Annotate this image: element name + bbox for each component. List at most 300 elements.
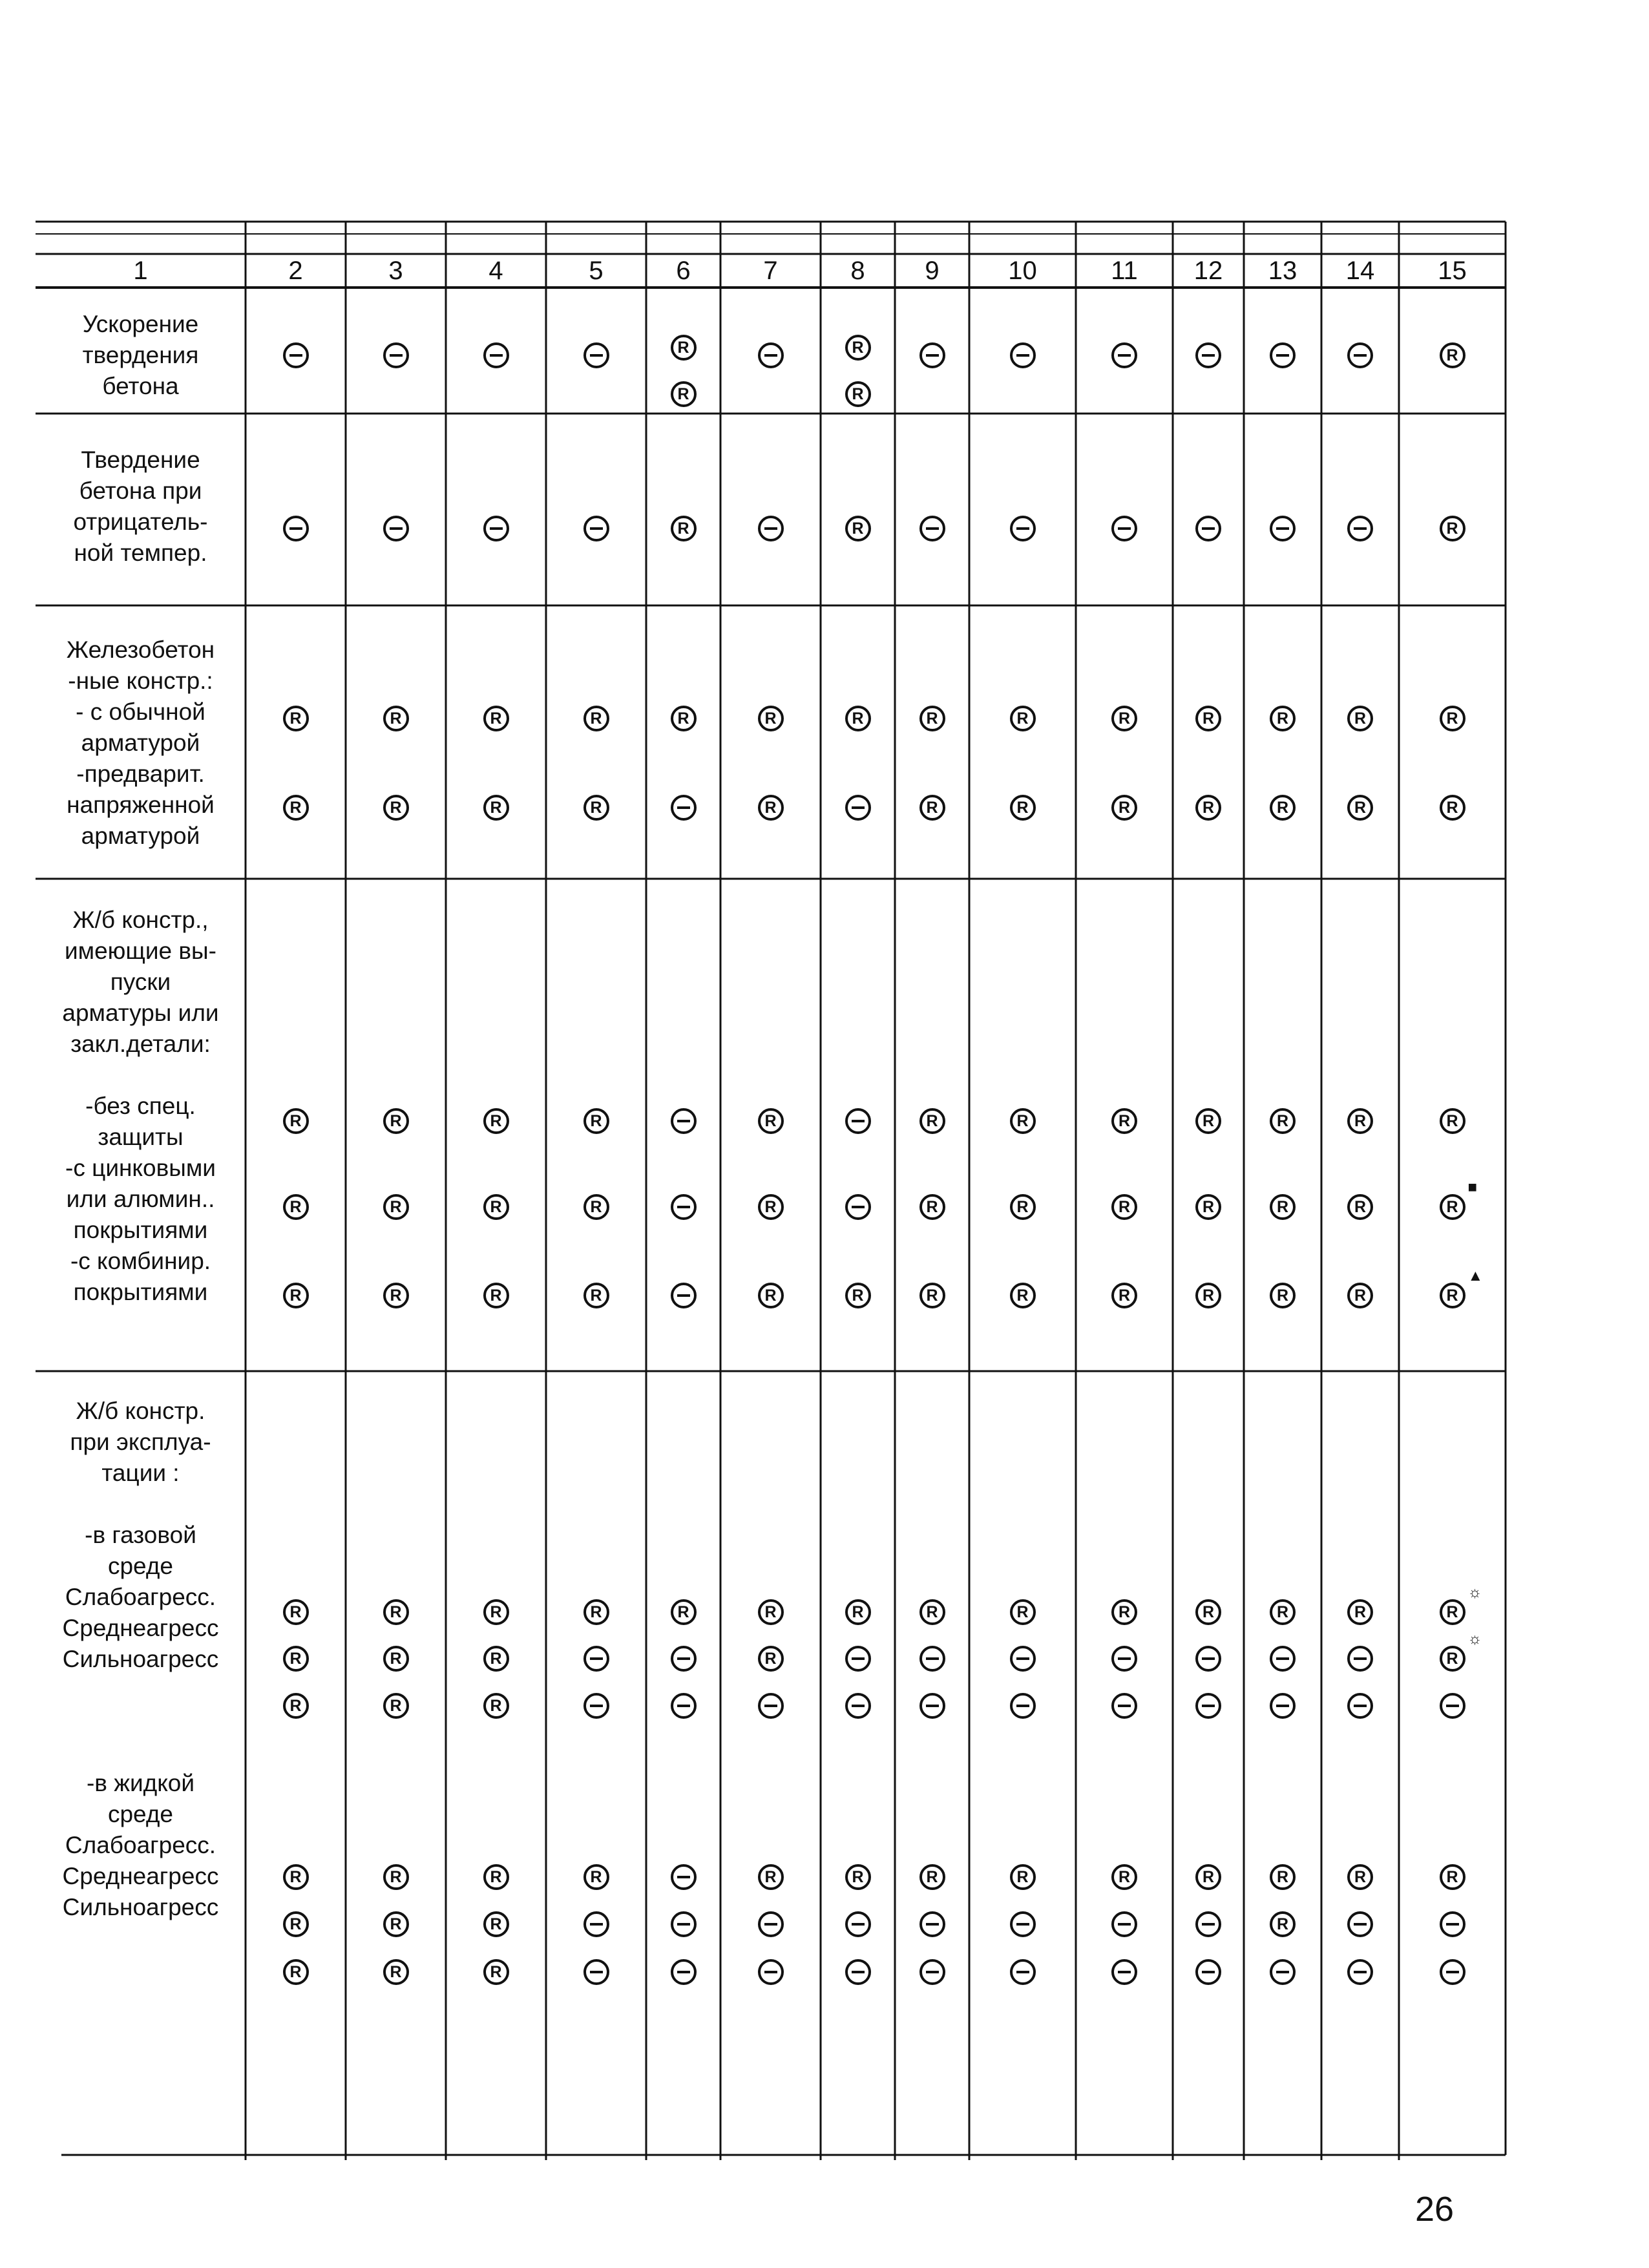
column-header-2: 2 <box>288 257 303 285</box>
cell-symbol <box>745 1688 797 1724</box>
registered-circle-icon: R <box>919 1194 945 1220</box>
minus-circle-icon <box>1440 1959 1465 1985</box>
minus-dash <box>590 527 603 530</box>
minus-dash <box>764 1923 777 1926</box>
minus-dash <box>1354 1923 1367 1926</box>
cell-symbol <box>571 1688 622 1724</box>
cell-symbol <box>907 1906 958 1942</box>
cell-symbol <box>658 1641 709 1677</box>
cell-symbol <box>470 1189 522 1225</box>
minus-circle-icon <box>671 1194 697 1220</box>
registered-circle-icon: R <box>919 1108 945 1134</box>
cell-symbol <box>907 1594 958 1630</box>
cell-symbol <box>571 1954 622 1990</box>
minus-circle-icon <box>1270 1646 1296 1672</box>
cell-symbol <box>1257 1641 1308 1677</box>
column-header-7: 7 <box>763 257 778 285</box>
minus-circle-icon <box>758 342 784 368</box>
registered-circle-icon: R <box>283 1864 309 1890</box>
cell-symbol <box>1257 790 1308 826</box>
cell-symbol <box>270 510 322 547</box>
cell-symbol <box>470 1688 522 1724</box>
minus-circle-icon <box>758 516 784 541</box>
cell-symbol <box>1334 1688 1386 1724</box>
registered-circle-icon: R <box>483 1194 509 1220</box>
label-line: арматурой <box>81 730 200 756</box>
cell-symbol <box>1334 1641 1386 1677</box>
minus-circle-icon <box>1111 342 1137 368</box>
label-line: - с обычной <box>76 698 205 725</box>
registered-circle-icon: R <box>845 1599 871 1625</box>
minus-dash <box>590 1657 603 1660</box>
cell-symbol <box>470 1103 522 1139</box>
registered-circle-icon: R <box>1440 795 1465 821</box>
label-line: бетона при <box>79 478 202 504</box>
label-line: защиты <box>98 1124 184 1150</box>
registered-circle-icon: R <box>383 1864 409 1890</box>
cell-symbol <box>1257 337 1308 373</box>
cell-symbol <box>571 1277 622 1314</box>
minus-dash <box>677 1206 690 1208</box>
registered-circle-icon: R <box>1195 1864 1221 1890</box>
cell-symbol <box>658 376 709 412</box>
minus-dash <box>1118 527 1131 530</box>
footnote-mark-sun: ☼ <box>1467 1630 1482 1648</box>
cell-symbol <box>658 1954 709 1990</box>
minus-circle-icon <box>1347 1693 1373 1719</box>
label-line: арматурой <box>81 823 200 849</box>
registered-circle-icon: R <box>758 1646 784 1672</box>
minus-circle-icon <box>1270 516 1296 541</box>
label-line: пуски <box>110 969 171 995</box>
minus-circle-icon <box>919 516 945 541</box>
minus-dash <box>852 806 865 809</box>
minus-dash <box>1016 1923 1029 1926</box>
minus-circle-icon <box>1111 1693 1137 1719</box>
label-line: тации : <box>101 1460 180 1486</box>
registered-circle-icon: R <box>283 795 309 821</box>
label-line: -в газовой <box>85 1522 196 1548</box>
minus-circle-icon <box>671 1693 697 1719</box>
cell-symbol <box>997 790 1049 826</box>
minus-circle-icon <box>758 1959 784 1985</box>
cell-symbol <box>1427 1103 1478 1139</box>
minus-circle-icon <box>583 1646 609 1672</box>
minus-dash <box>677 806 690 809</box>
cell-symbol <box>1098 1641 1150 1677</box>
column-header-15: 15 <box>1438 257 1467 285</box>
cell-symbol <box>1334 1594 1386 1630</box>
cell-symbol <box>997 1906 1049 1942</box>
cell-symbol <box>1098 1859 1150 1895</box>
registered-circle-icon: R <box>671 1599 697 1625</box>
label-line: -с комбинир. <box>70 1248 211 1274</box>
cell-symbol <box>270 1859 322 1895</box>
cell-symbol <box>658 1859 709 1895</box>
cell-symbol <box>997 1189 1049 1225</box>
label-line <box>39 1706 242 1737</box>
cell-symbol <box>470 1859 522 1895</box>
minus-circle-icon <box>283 342 309 368</box>
minus-dash <box>852 1923 865 1926</box>
cell-symbol <box>997 1103 1049 1139</box>
minus-circle-icon <box>583 1693 609 1719</box>
cell-symbol <box>1334 1906 1386 1942</box>
minus-dash <box>1354 1657 1367 1660</box>
minus-dash <box>926 1923 939 1926</box>
column-header-12: 12 <box>1193 257 1223 285</box>
cell-symbol <box>370 1277 422 1314</box>
column-header-6: 6 <box>676 257 691 285</box>
cell-symbol <box>270 337 322 373</box>
cell-symbol <box>832 330 884 366</box>
registered-circle-icon: R <box>283 1911 309 1937</box>
column-header-5: 5 <box>589 257 604 285</box>
cell-symbol <box>370 1641 422 1677</box>
cell-symbol <box>1182 510 1234 547</box>
cell-symbol <box>370 337 422 373</box>
registered-circle-icon: R <box>1111 795 1137 821</box>
cell-symbol <box>997 700 1049 737</box>
minus-circle-icon <box>1347 342 1373 368</box>
label-line: бетона <box>102 373 179 399</box>
registered-circle-icon: R <box>758 795 784 821</box>
cell-symbol <box>745 1906 797 1942</box>
label-line: Сильноагресс <box>62 1646 219 1672</box>
cell-symbol <box>745 1641 797 1677</box>
registered-circle-icon: R <box>1010 795 1036 821</box>
cell-symbol <box>1182 1688 1234 1724</box>
label-line: твердения <box>82 342 199 368</box>
registered-circle-icon: R <box>583 795 609 821</box>
registered-circle-icon: R <box>845 381 871 407</box>
cell-symbol <box>745 510 797 547</box>
label-line: Среднеагресс <box>62 1615 219 1641</box>
minus-dash <box>1276 1705 1289 1707</box>
registered-circle-icon: R <box>1440 516 1465 541</box>
column-header-8: 8 <box>850 257 865 285</box>
cell-symbol <box>658 1103 709 1139</box>
registered-circle-icon: R <box>383 1108 409 1134</box>
registered-circle-icon: R <box>919 706 945 731</box>
cell-symbol <box>470 337 522 373</box>
label-line: при эксплуа- <box>70 1429 211 1455</box>
registered-circle-icon: R <box>1195 1194 1221 1220</box>
cell-symbol <box>832 1103 884 1139</box>
cell-symbol <box>1098 700 1150 737</box>
cell-symbol <box>1334 1103 1386 1139</box>
cell-symbol <box>270 1906 322 1942</box>
cell-symbol <box>270 1594 322 1630</box>
cell-symbol <box>997 1859 1049 1895</box>
minus-circle-icon <box>583 516 609 541</box>
minus-circle-icon <box>758 1693 784 1719</box>
cell-symbol <box>658 1189 709 1225</box>
cell-symbol <box>270 1954 322 1990</box>
cell-symbol <box>997 1641 1049 1677</box>
cell-symbol <box>1427 510 1478 547</box>
minus-dash <box>764 1971 777 1973</box>
minus-dash <box>1118 1923 1131 1926</box>
row-label-sec5 <box>39 1396 242 1923</box>
minus-circle-icon <box>671 1864 697 1890</box>
registered-circle-icon: R <box>1270 1599 1296 1625</box>
registered-circle-icon: R <box>919 1283 945 1308</box>
cell-symbol <box>997 1954 1049 1990</box>
cell-symbol <box>907 1954 958 1990</box>
cell-symbol <box>745 1103 797 1139</box>
footnote-mark-triangle: ▲ <box>1467 1267 1484 1285</box>
minus-dash <box>1354 1971 1367 1973</box>
cell-symbol <box>370 700 422 737</box>
label-line: Слабоагресс. <box>65 1584 216 1610</box>
label-line: ной темпер. <box>74 540 207 566</box>
column-header-14: 14 <box>1345 257 1375 285</box>
minus-circle-icon <box>1347 516 1373 541</box>
registered-circle-icon: R <box>283 1108 309 1134</box>
minus-dash <box>1354 1705 1367 1707</box>
label-line: Ускорение <box>82 311 199 337</box>
minus-dash <box>1276 527 1289 530</box>
minus-circle-icon <box>1195 1911 1221 1937</box>
registered-circle-icon: R <box>1440 1646 1465 1672</box>
cell-symbol <box>571 1641 622 1677</box>
minus-circle-icon <box>1010 516 1036 541</box>
registered-circle-icon: R <box>1010 1864 1036 1890</box>
cell-symbol <box>370 1103 422 1139</box>
minus-dash <box>677 1705 690 1707</box>
label-line: Ж/б констр., <box>72 907 209 933</box>
minus-circle-icon <box>583 342 609 368</box>
cell-symbol <box>1182 1189 1234 1225</box>
registered-circle-icon: R <box>1111 1599 1137 1625</box>
cell-symbol <box>1257 700 1308 737</box>
registered-circle-icon: R <box>845 335 871 361</box>
cell-symbol <box>907 1641 958 1677</box>
cell-symbol <box>270 1103 322 1139</box>
registered-circle-icon: R <box>1111 1864 1137 1890</box>
minus-circle-icon <box>1440 1911 1465 1937</box>
minus-circle-icon <box>845 1194 871 1220</box>
registered-circle-icon: R <box>671 706 697 731</box>
minus-dash <box>1202 1971 1215 1973</box>
cell-symbol <box>370 1954 422 1990</box>
cell-symbol <box>658 700 709 737</box>
minus-circle-icon <box>483 516 509 541</box>
minus-circle-icon <box>671 1911 697 1937</box>
minus-dash <box>1016 1657 1029 1660</box>
cell-symbol <box>1182 1859 1234 1895</box>
cell-symbol <box>571 510 622 547</box>
minus-circle-icon <box>583 1911 609 1937</box>
minus-circle-icon <box>1347 1646 1373 1672</box>
minus-circle-icon <box>671 1108 697 1134</box>
cell-symbol <box>832 1189 884 1225</box>
registered-circle-icon: R <box>383 1646 409 1672</box>
minus-dash <box>1118 1657 1131 1660</box>
minus-dash <box>1118 1705 1131 1707</box>
cell-symbol <box>470 700 522 737</box>
registered-circle-icon: R <box>1010 1599 1036 1625</box>
registered-circle-icon: R <box>919 1864 945 1890</box>
cell-symbol <box>745 790 797 826</box>
cell-symbol <box>1427 1954 1478 1990</box>
registered-circle-icon: R <box>583 706 609 731</box>
cell-symbol <box>1182 1594 1234 1630</box>
minus-circle-icon <box>919 342 945 368</box>
minus-circle-icon <box>845 1959 871 1985</box>
minus-circle-icon <box>845 1911 871 1937</box>
minus-circle-icon <box>919 1693 945 1719</box>
minus-dash <box>390 354 403 357</box>
minus-dash <box>1016 1971 1029 1973</box>
registered-circle-icon: R <box>1270 1911 1296 1937</box>
cell-symbol <box>1182 1641 1234 1677</box>
cell-symbol <box>571 1594 622 1630</box>
minus-circle-icon <box>758 1911 784 1937</box>
cell-symbol <box>370 1688 422 1724</box>
cell-symbol <box>1427 1906 1478 1942</box>
minus-circle-icon <box>1270 1959 1296 1985</box>
column-header-4: 4 <box>488 257 503 285</box>
minus-circle-icon <box>919 1646 945 1672</box>
column-header-3: 3 <box>388 257 403 285</box>
cell-symbol <box>658 1277 709 1314</box>
registered-circle-icon: R <box>1195 706 1221 731</box>
minus-circle-icon <box>583 1959 609 1985</box>
cell-symbol <box>1182 337 1234 373</box>
cell-symbol <box>1098 1594 1150 1630</box>
minus-circle-icon <box>671 795 697 821</box>
cell-symbol <box>1427 790 1478 826</box>
cell-symbol <box>571 337 622 373</box>
minus-dash <box>677 1120 690 1122</box>
cell-symbol <box>571 790 622 826</box>
minus-dash <box>590 1705 603 1707</box>
cell-symbol <box>745 1189 797 1225</box>
label-line: имеющие вы- <box>65 938 216 964</box>
minus-circle-icon <box>1270 342 1296 368</box>
cell-symbol <box>1257 1859 1308 1895</box>
label-line <box>39 1489 242 1520</box>
registered-circle-icon: R <box>583 1108 609 1134</box>
registered-circle-icon: R <box>845 1864 871 1890</box>
registered-circle-icon: R <box>483 1646 509 1672</box>
cell-symbol <box>1098 790 1150 826</box>
minus-dash <box>289 527 302 530</box>
minus-dash <box>764 1705 777 1707</box>
minus-dash <box>1446 1923 1459 1926</box>
minus-circle-icon <box>1010 342 1036 368</box>
cell-symbol <box>658 1906 709 1942</box>
registered-circle-icon: R <box>383 1693 409 1719</box>
minus-dash <box>1446 1971 1459 1973</box>
minus-circle-icon <box>845 1646 871 1672</box>
cell-symbol <box>1427 700 1478 737</box>
cell-symbol <box>1182 700 1234 737</box>
cell-symbol <box>1334 337 1386 373</box>
cell-symbol <box>907 1103 958 1139</box>
footnote-mark-sun: ☼ <box>1467 1584 1482 1601</box>
minus-dash <box>1276 1657 1289 1660</box>
footnote-mark-square: ■ <box>1467 1179 1477 1196</box>
minus-circle-icon <box>1010 1693 1036 1719</box>
minus-dash <box>677 1923 690 1926</box>
label-line: покрытиями <box>73 1279 208 1305</box>
cell-symbol <box>1257 1277 1308 1314</box>
minus-dash <box>926 1657 939 1660</box>
cell-symbol <box>907 337 958 373</box>
registered-circle-icon: R <box>1440 1599 1465 1625</box>
label-line: Сильноагресс <box>62 1894 219 1920</box>
registered-circle-icon: R <box>845 1283 871 1308</box>
registered-circle-icon: R <box>383 1283 409 1308</box>
label-line: покрытиями <box>73 1217 208 1243</box>
registered-circle-icon: R <box>1440 706 1465 731</box>
minus-circle-icon <box>283 516 309 541</box>
minus-circle-icon <box>383 342 409 368</box>
registered-circle-icon: R <box>1347 1283 1373 1308</box>
registered-circle-icon: R <box>845 706 871 731</box>
cell-symbol <box>1334 510 1386 547</box>
minus-dash <box>490 354 503 357</box>
registered-circle-icon: R <box>483 1283 509 1308</box>
cell-symbol <box>832 1688 884 1724</box>
registered-circle-icon: R <box>1270 1194 1296 1220</box>
cell-symbol <box>1427 1688 1478 1724</box>
minus-circle-icon <box>1195 1959 1221 1985</box>
label-line <box>39 1675 242 1706</box>
cell-symbol <box>745 337 797 373</box>
registered-circle-icon: R <box>919 1599 945 1625</box>
registered-circle-icon: R <box>1347 1108 1373 1134</box>
registered-circle-icon: R <box>1195 1283 1221 1308</box>
cell-symbol <box>270 700 322 737</box>
registered-circle-icon: R <box>1440 342 1465 368</box>
minus-circle-icon <box>671 1646 697 1672</box>
cell-symbol <box>1098 1189 1150 1225</box>
cell-symbol <box>832 376 884 412</box>
minus-circle-icon <box>1347 1959 1373 1985</box>
minus-circle-icon <box>1010 1911 1036 1937</box>
minus-dash <box>852 1206 865 1208</box>
minus-dash <box>1118 354 1131 357</box>
cell-symbol <box>270 790 322 826</box>
registered-circle-icon: R <box>758 1864 784 1890</box>
cell-symbol <box>1334 1277 1386 1314</box>
cell-symbol <box>270 1277 322 1314</box>
registered-circle-icon: R <box>383 1911 409 1937</box>
cell-symbol <box>658 330 709 366</box>
cell-symbol <box>470 790 522 826</box>
minus-dash <box>1202 1705 1215 1707</box>
cell-symbol <box>470 510 522 547</box>
label-line: Железобетон <box>66 636 215 663</box>
cell-symbol <box>745 1277 797 1314</box>
cell-symbol <box>1334 1954 1386 1990</box>
minus-dash <box>1118 1971 1131 1973</box>
registered-circle-icon: R <box>1195 795 1221 821</box>
cell-symbol <box>571 1103 622 1139</box>
minus-dash <box>852 1705 865 1707</box>
row-label-sec1 <box>39 309 242 402</box>
minus-dash <box>1202 1923 1215 1926</box>
cell-symbol <box>658 790 709 826</box>
cell-symbol <box>907 1859 958 1895</box>
registered-circle-icon: R <box>483 1108 509 1134</box>
minus-dash <box>677 1657 690 1660</box>
registered-circle-icon: R <box>671 335 697 361</box>
